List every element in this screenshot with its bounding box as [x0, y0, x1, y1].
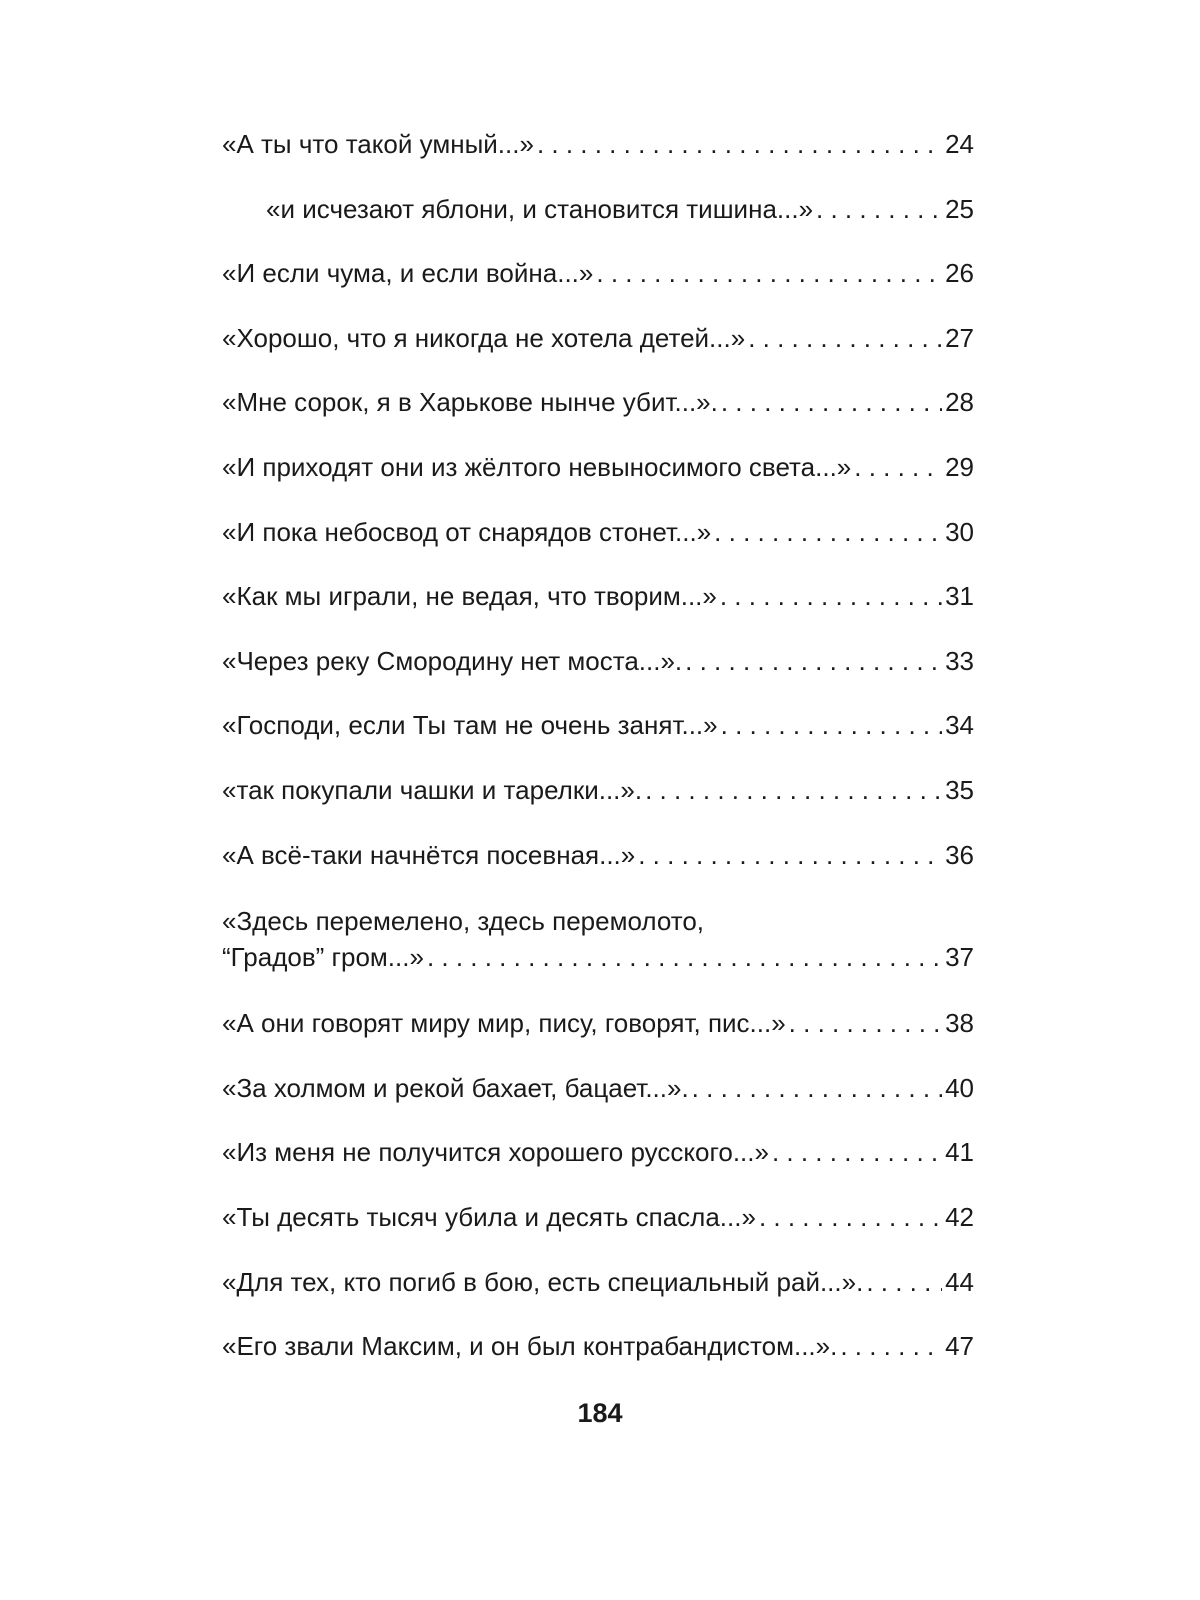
toc-entry-page: 34 — [945, 710, 974, 741]
toc-entry-title: «А они говорят миру мир, пису, говорят, пис...» — [222, 1008, 786, 1039]
toc-dot-leader — [638, 833, 942, 877]
toc-dot-leader — [720, 574, 942, 618]
toc-entry-page: 26 — [945, 258, 974, 289]
toc-dot-leader — [772, 1130, 942, 1174]
toc-entry — [222, 445, 974, 510]
toc-dot-leader — [789, 1001, 942, 1045]
toc-dot-leader — [685, 639, 942, 683]
toc-dot-leader — [427, 939, 942, 975]
toc-entry-page: 41 — [945, 1137, 974, 1168]
toc-entry — [222, 1130, 974, 1195]
toc-entry-page: 35 — [945, 774, 974, 805]
toc-entry-title: «Как мы играли, не ведая, что творим...» — [222, 581, 717, 612]
toc-entry-page: 37 — [945, 942, 974, 973]
toc-entry-title: «И если чума, и если война...» — [222, 258, 594, 289]
toc-entry-title: «Ты десять тысяч убила и десять спасла...» — [222, 1201, 756, 1232]
toc-entry-title: «За холмом и рекой бахает, бацает...». — [222, 1072, 689, 1103]
toc-entry-page: 44 — [945, 1266, 974, 1297]
toc-entry-page: 29 — [945, 451, 974, 482]
toc-dot-leader — [748, 316, 942, 360]
toc-entry-page: 28 — [945, 387, 974, 418]
toc-dot-leader — [537, 122, 942, 166]
toc-entry — [222, 703, 974, 768]
table-of-contents — [222, 122, 974, 1389]
toc-dot-leader — [854, 445, 942, 489]
toc-entry — [222, 380, 974, 445]
toc-dot-leader — [645, 768, 942, 812]
toc-entry — [222, 251, 974, 316]
toc-entry-page: 38 — [945, 1008, 974, 1039]
toc-entry-page: 30 — [945, 516, 974, 547]
toc-entry — [222, 574, 974, 639]
toc-entry-page: 27 — [945, 322, 974, 353]
toc-entry — [222, 122, 974, 187]
toc-entry-title: «И приходят они из жёлтого невыносимого света...» — [222, 451, 852, 482]
toc-entry-title: «и исчезают яблони, и становится тишина...» — [266, 193, 814, 224]
toc-entry — [222, 833, 974, 898]
toc-dot-leader — [596, 251, 942, 295]
toc-entry-title: «Хорошо, что я никогда не хотела детей...» — [222, 322, 746, 353]
toc-entry-title: «И пока небосвод от снарядов стонет...» — [222, 516, 712, 547]
toc-entry-page: 31 — [945, 581, 974, 612]
toc-entry-page: 40 — [945, 1072, 974, 1103]
toc-entry-title: «Его звали Максим, и он был контрабандистом...». — [222, 1331, 838, 1362]
toc-dot-leader — [721, 380, 942, 424]
page-number: 184 — [577, 1398, 623, 1428]
toc-entry-title: «А всё-таки начнётся посевная...» — [222, 839, 636, 870]
toc-dot-leader — [759, 1195, 942, 1239]
toc-entry — [222, 1066, 974, 1131]
toc-entry-title: «Из меня не получится хорошего русского...» — [222, 1137, 769, 1168]
toc-entry — [222, 316, 974, 381]
toc-entry-title: «Через реку Смородину нет моста...». — [222, 645, 683, 676]
toc-dot-leader — [714, 510, 942, 554]
toc-entry — [222, 1324, 974, 1389]
toc-entry-page: 36 — [945, 839, 974, 870]
toc-dot-leader — [840, 1324, 942, 1368]
toc-entry-page: 24 — [945, 129, 974, 159]
toc-entry — [222, 768, 974, 833]
toc-entry-title: «А ты что такой умный...» — [222, 129, 534, 159]
toc-entry-page: 47 — [945, 1331, 974, 1362]
toc-entry-title: «так покупали чашки и тарелки...». — [222, 774, 643, 805]
toc-entry-page: 25 — [945, 193, 974, 224]
toc-dot-leader — [816, 187, 942, 231]
toc-entry — [222, 1260, 974, 1325]
toc-entry-page: 33 — [945, 645, 974, 676]
toc-entry — [222, 187, 974, 252]
toc-dot-leader — [721, 703, 942, 747]
toc-entry-title: «Для тех, кто погиб в бою, есть специальный рай...». — [222, 1266, 864, 1297]
toc-dot-leader — [866, 1260, 942, 1304]
toc-entry — [222, 1195, 974, 1260]
toc-entry-title-line1: «Здесь перемелено, здесь перемолото, — [222, 906, 705, 937]
toc-entry — [222, 510, 974, 575]
toc-entry — [222, 639, 974, 704]
toc-entry — [222, 1001, 974, 1066]
toc-entry-title-line2: “Градов” гром...» — [222, 942, 424, 973]
toc-entry-title: «Господи, если Ты там не очень занят...» — [222, 710, 718, 741]
toc-dot-leader — [692, 1066, 942, 1110]
toc-entry-page: 42 — [945, 1201, 974, 1232]
toc-entry-title: «Мне сорок, я в Харькове нынче убит...». — [222, 387, 718, 418]
toc-entry-multiline — [222, 897, 974, 1001]
